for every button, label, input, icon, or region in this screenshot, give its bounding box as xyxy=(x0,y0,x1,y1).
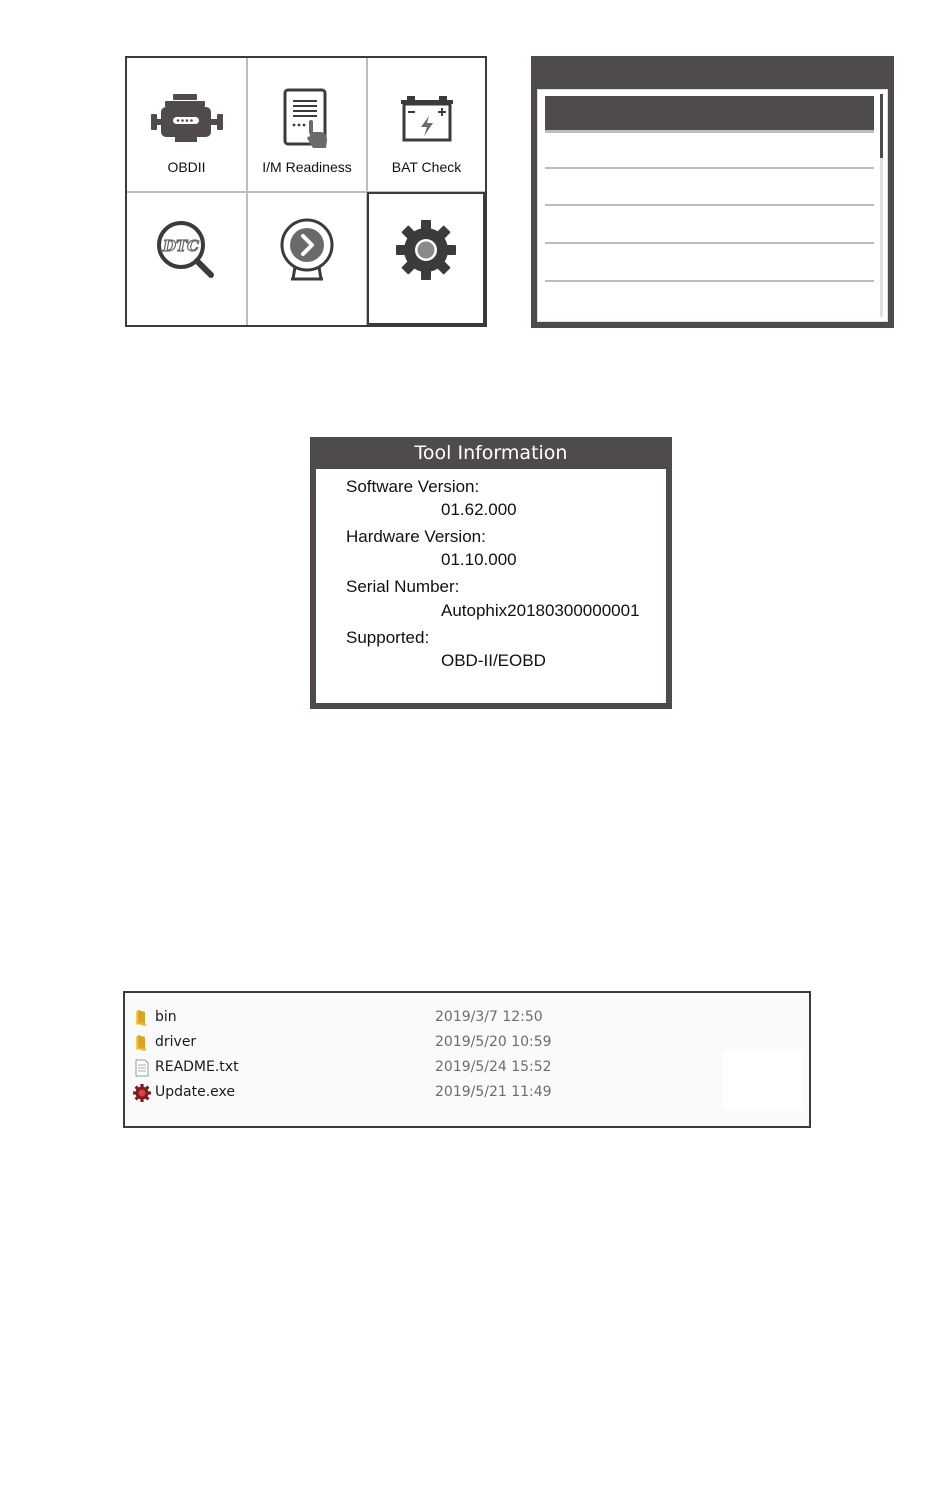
battery-icon xyxy=(397,94,457,144)
hardware-version-label: Hardware Version: xyxy=(346,527,486,546)
file-row-driver[interactable] xyxy=(125,1031,809,1055)
file-date: 2019/5/20 10:59 xyxy=(435,1034,552,1050)
menu-item-label: I/M Readiness xyxy=(262,159,352,175)
scrollbar-thumb[interactable] xyxy=(880,94,883,158)
list-item[interactable] xyxy=(545,132,874,167)
tool-information-dialog xyxy=(310,437,672,709)
file-date: 2019/3/7 12:50 xyxy=(435,1009,543,1025)
software-version-label: Software Version: xyxy=(346,477,480,496)
menu-item-settings[interactable] xyxy=(367,192,485,325)
svg-text:DTC: DTC xyxy=(162,237,199,255)
file-name: driver xyxy=(155,1034,197,1050)
hardware-version-value: 01.10.000 xyxy=(441,550,517,569)
folder-icon xyxy=(133,1009,151,1027)
review-icon xyxy=(277,217,337,283)
gear-icon xyxy=(394,218,458,282)
file-row-update[interactable] xyxy=(125,1081,809,1105)
submenu-list xyxy=(537,89,888,322)
file-name: bin xyxy=(155,1009,177,1025)
list-item[interactable] xyxy=(545,169,874,204)
dialog-body xyxy=(316,469,666,703)
submenu-panel xyxy=(531,56,894,328)
scrollbar-track[interactable] xyxy=(880,158,883,317)
folder-icon xyxy=(133,1034,151,1052)
file-row-bin[interactable] xyxy=(125,1006,809,1030)
engine-icon xyxy=(151,94,223,144)
dialog-title: Tool Information xyxy=(414,442,568,464)
menu-item-bat-check[interactable] xyxy=(368,58,485,191)
menu-item-label: OBDII xyxy=(167,159,206,175)
file-name: Update.exe xyxy=(155,1084,235,1100)
file-date: 2019/5/21 11:49 xyxy=(435,1084,552,1100)
file-explorer-list xyxy=(123,991,811,1128)
blank-area xyxy=(723,1051,803,1109)
supported-value: OBD-II/EOBD xyxy=(441,651,546,670)
menu-item-obdii[interactable] xyxy=(127,58,246,191)
list-item[interactable] xyxy=(545,244,874,280)
software-version-value: 01.62.000 xyxy=(441,500,517,519)
list-item[interactable] xyxy=(545,206,874,242)
list-item[interactable] xyxy=(545,282,874,318)
file-name: README.txt xyxy=(155,1059,239,1075)
list-item-selected[interactable] xyxy=(545,96,874,133)
update-app-icon xyxy=(133,1084,151,1102)
text-file-icon xyxy=(133,1059,151,1077)
menu-item-label: BAT Check xyxy=(391,159,462,175)
file-date: 2019/5/24 15:52 xyxy=(435,1059,552,1075)
menu-item-dtc-lookup[interactable] xyxy=(127,193,246,325)
tablet-touch-icon xyxy=(279,88,335,150)
main-menu-grid xyxy=(125,56,487,327)
menu-item-review[interactable] xyxy=(248,193,366,325)
serial-number-value: Autophix20180300000001 xyxy=(441,601,640,620)
supported-label: Supported: xyxy=(346,628,430,647)
file-row-readme[interactable] xyxy=(125,1056,809,1080)
serial-number-label: Serial Number: xyxy=(346,577,460,596)
dtc-lookup-icon xyxy=(153,219,221,283)
menu-item-im-readiness[interactable] xyxy=(248,58,366,191)
